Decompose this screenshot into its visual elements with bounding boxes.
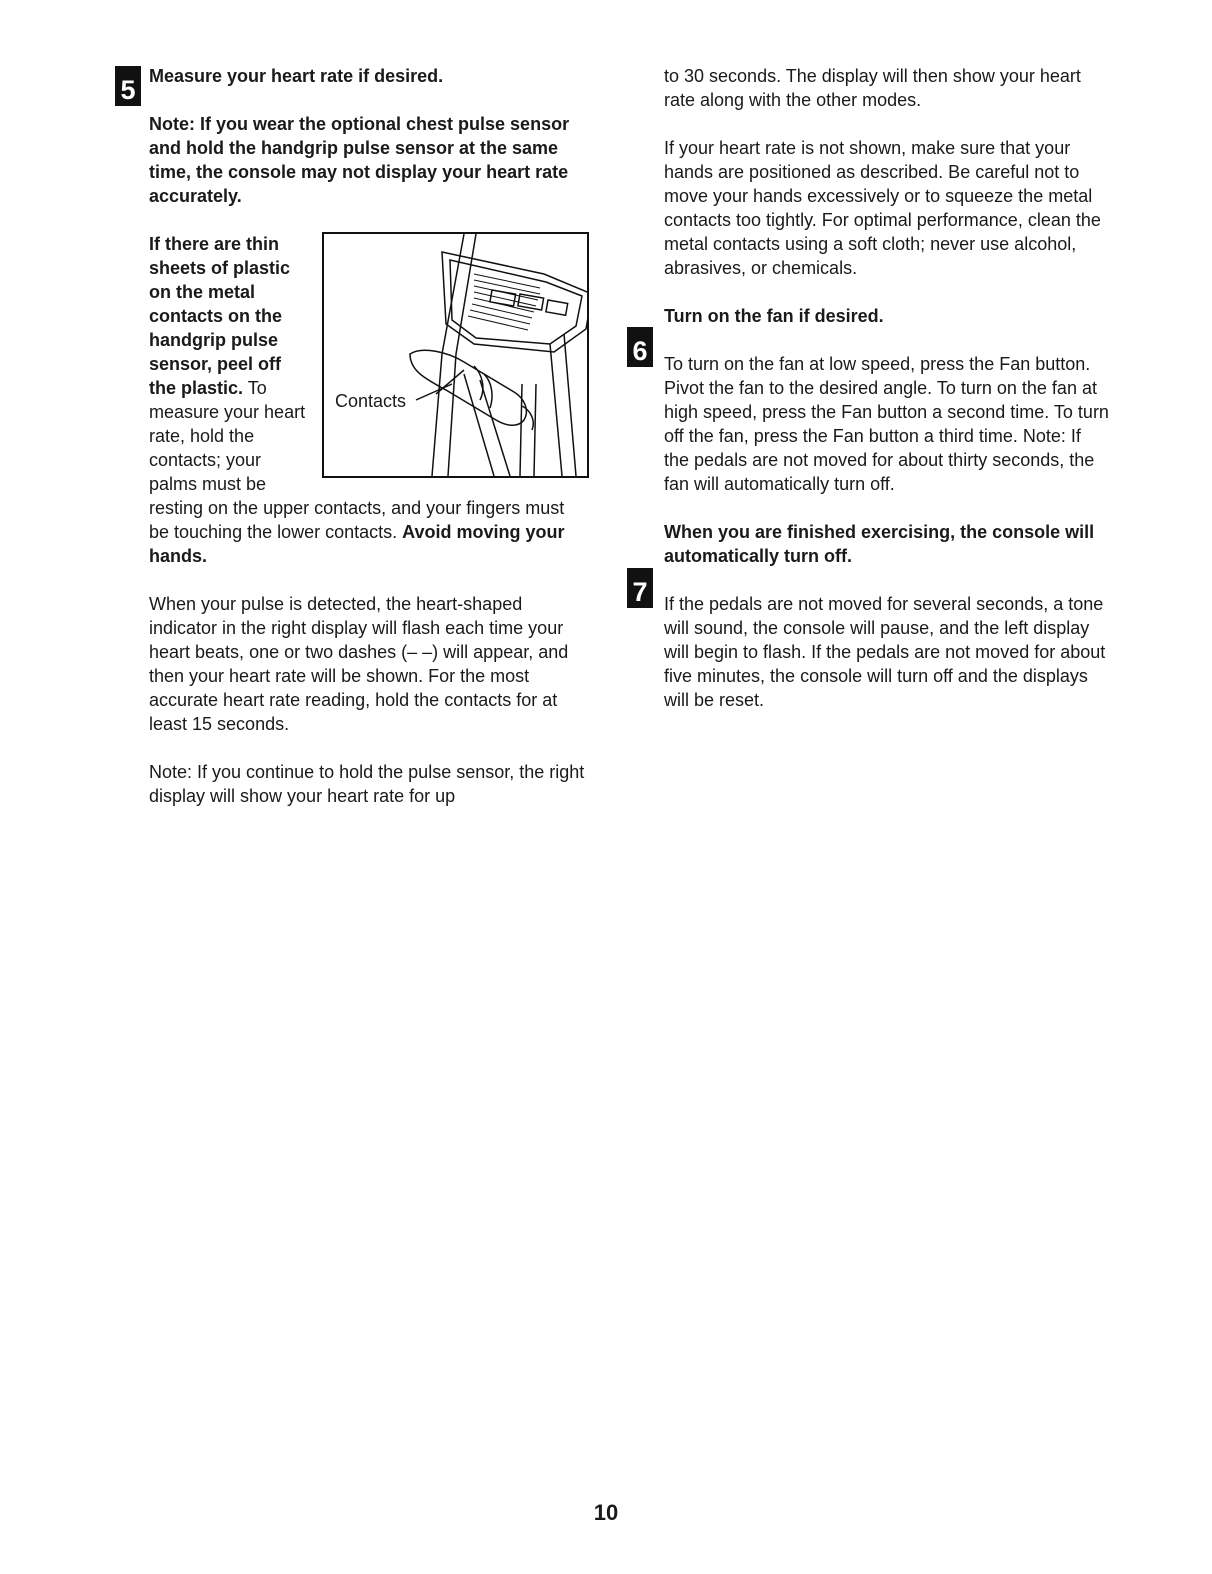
step-7-badge	[627, 568, 653, 608]
handgrip-illustration	[324, 234, 587, 476]
contacts-label: Contacts	[335, 391, 407, 411]
continue-note-paragraph: Note: If you continue to hold the pulse sensor, the right display will show your heart rate for up	[149, 762, 585, 806]
left-column	[149, 64, 589, 808]
right-column	[664, 64, 1109, 712]
step-5-note: Note: If you wear the optional chest pulse sensor and hold the handgrip pulse sensor at the same time, the console may not display your heart rate accurately.	[149, 114, 570, 206]
plastic-block	[149, 232, 589, 568]
step-5-number: 5	[120, 75, 136, 105]
step-7-paragraph: If the pedals are not moved for several seconds, a tone will sound, the console will pause, and the left display will begin to flash. If the pedals are not moved for about five minutes, the console will turn off and the displays will be reset.	[664, 594, 1106, 710]
step-6-paragraph: To turn on the fan at low speed, press the Fan button. Pivot the fan to the desired angle. To turn on the fan at high speed, press the Fan button a second time. To turn off the fan, press the Fan button a third time. Note: If the pedals are not moved for about thirty seconds, the fan will automatically turn off.	[664, 354, 1109, 494]
step-5-title: Measure your heart rate if desired.	[149, 66, 444, 86]
contacts-figure	[322, 232, 589, 478]
not-shown-paragraph: If your heart rate is not shown, make sure that your hands are positioned as described. Be careful not to move your hands excessively or to squeeze the metal contacts too tightly. For optimal performance, clean the metal contacts using a soft cloth; never use alcohol, abrasives, or chemicals.	[664, 138, 1101, 278]
step-5-badge	[115, 66, 141, 106]
step-6-title: Turn on the fan if desired.	[664, 306, 884, 326]
continued-spacer: to 30 seconds. The display will then show your heart rate along with the other modes.	[664, 66, 1081, 110]
step-6-number: 6	[632, 336, 648, 366]
pulse-paragraph: When your pulse is detected, the heart-shaped indicator in the right display will flash each time your heart beats, one or two dashes (– –) will appear, and then your heart rate will be shown. For the most accurate heart rate reading, hold the contacts for at least 15 seconds.	[149, 594, 569, 734]
step-7-title: When you are finished exercising, the console will automatically turn off.	[664, 522, 1095, 566]
plastic-rest: To measure your heart rate, hold the contacts; your palms must be resting on the upper contacts, and your fingers must be touching the lower contacts.	[149, 378, 565, 542]
step-6-badge	[627, 327, 653, 367]
plastic-bold: If there are thin sheets of plastic on the metal contacts on the handgrip pulse sensor, peel off the plastic.	[149, 234, 291, 398]
avoid-moving-bold: Avoid moving your hands.	[149, 522, 565, 566]
page-number: 10	[593, 1500, 619, 1525]
step-7-number: 7	[632, 577, 648, 607]
